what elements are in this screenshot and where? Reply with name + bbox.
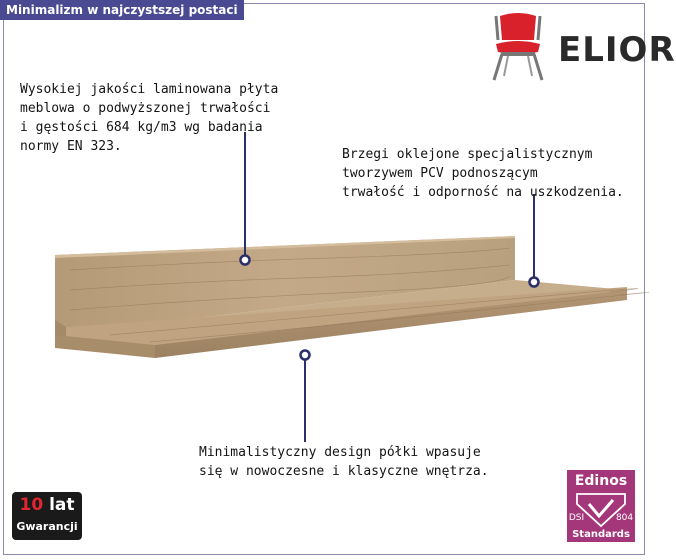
warranty-badge bbox=[12, 492, 82, 540]
edinos-dsi: DSI bbox=[568, 513, 585, 523]
callout-material-line: Wysokiej jakości laminowana płyta bbox=[20, 82, 279, 97]
callout-material-line: meblowa o podwyższonej trwałości bbox=[20, 101, 271, 116]
marker-material[interactable] bbox=[241, 256, 250, 265]
edinos-number: 804 bbox=[615, 513, 634, 523]
warranty-number: 10 bbox=[19, 495, 44, 515]
edinos-badge bbox=[567, 470, 635, 542]
callout-design-line: się w nowoczesne i klasyczne wnętrza. bbox=[199, 464, 489, 479]
callout-material bbox=[20, 80, 278, 156]
check-shield-icon bbox=[567, 490, 635, 530]
callout-edges bbox=[342, 145, 624, 202]
header-title: Minimalizm w najczystszej postaci bbox=[0, 0, 244, 20]
warranty-unit: lat bbox=[49, 495, 75, 515]
callout-material-line: normy EN 323. bbox=[20, 139, 122, 154]
edinos-label: Standards bbox=[572, 529, 630, 540]
edinos-code bbox=[567, 513, 635, 523]
brand-name: ELIOR bbox=[558, 30, 676, 70]
warranty-years bbox=[12, 492, 82, 515]
edinos-name: Edinos bbox=[574, 473, 628, 489]
marker-edges[interactable] bbox=[530, 278, 539, 287]
callout-edges-line: tworzywem PCV podnoszącym bbox=[342, 166, 538, 181]
callout-material-line: i gęstości 684 kg/m3 wg badania bbox=[20, 120, 263, 135]
callout-edges-line: trwałość i odporność na uszkodzenia. bbox=[342, 185, 624, 200]
callout-design bbox=[199, 443, 489, 481]
warranty-label: Gwarancji bbox=[16, 520, 78, 533]
callout-design-line: Minimalistyczny design półki wpasuje bbox=[199, 445, 481, 460]
callout-edges-line: Brzegi oklejone specjalistycznym bbox=[342, 147, 593, 162]
marker-design[interactable] bbox=[301, 351, 310, 360]
